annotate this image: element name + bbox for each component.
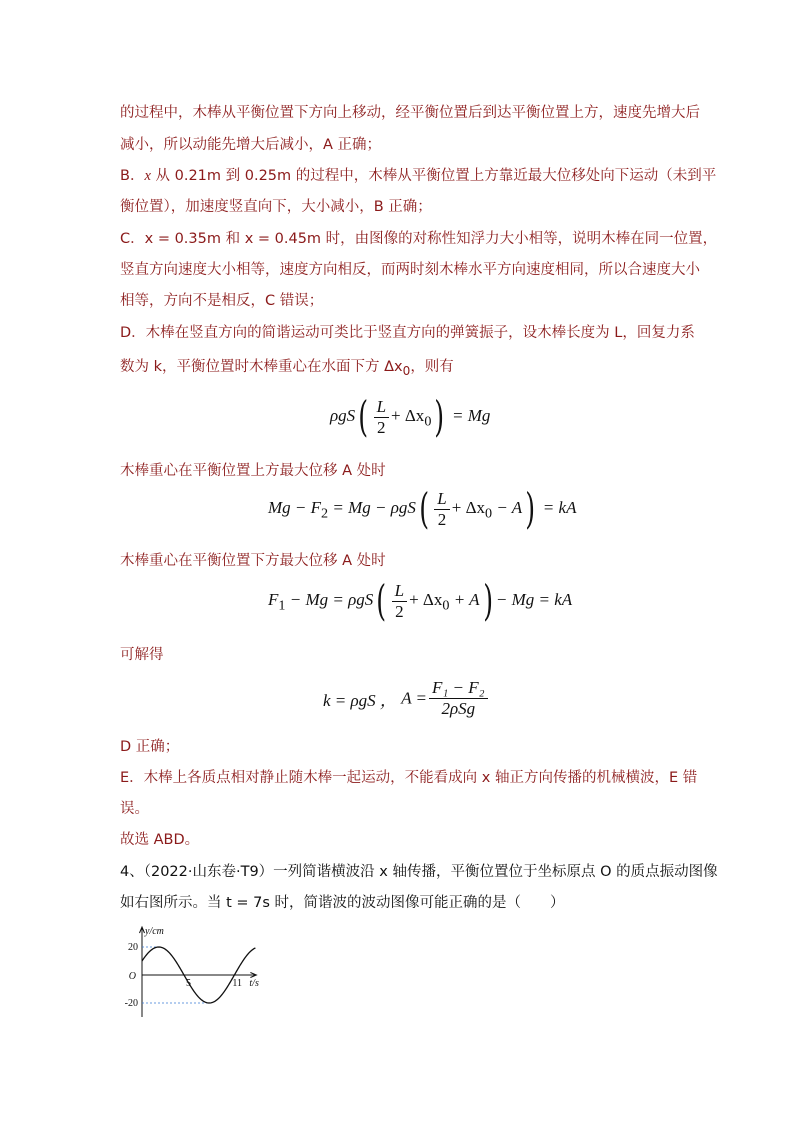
frac-num: L [392, 581, 407, 602]
eq-term: + Δx [391, 405, 425, 425]
eq-term: F [268, 589, 279, 609]
y-tick-label: -20 [124, 998, 138, 1009]
paren-right: ) [482, 576, 493, 625]
text-line: 误。 [120, 801, 149, 817]
frac-den: 2 [437, 509, 447, 529]
equation-1 [330, 392, 491, 441]
x-axis-label: t/s [249, 978, 259, 989]
paren-left: ( [419, 484, 429, 533]
text-line [120, 166, 716, 186]
eq-term: + A [449, 589, 480, 609]
origin-label: O [128, 971, 136, 982]
fraction [392, 581, 407, 622]
frac-num: L [434, 489, 449, 510]
option-b-label: B． [120, 168, 145, 184]
paren-right: ) [434, 392, 445, 441]
text-line: C．x = 0.35m 和 x = 0.45m 时，由图像的对称性知浮力大小相等，说明木棒在同一位置， [120, 231, 718, 247]
variable-x: x [144, 168, 151, 184]
paren-right: ) [525, 484, 536, 533]
fraction [374, 397, 389, 438]
question-line: 如右图所示。当 t = 7s 时，简谐波的波动图像可能正确的是（ ） [120, 895, 565, 911]
subscript: 2 [321, 505, 329, 522]
x-tick-label: 5 [186, 978, 191, 989]
y-tick-label: 20 [128, 942, 138, 953]
subscript: 0 [485, 505, 493, 522]
eq-term: = Mg − ρgS [328, 497, 416, 517]
frac-num: L [374, 397, 389, 418]
frac-den: 2ρSg [441, 699, 476, 718]
equation-4 [323, 678, 490, 719]
x-tick-label: 11 [232, 978, 243, 989]
frac-den: 2 [377, 417, 386, 437]
eq-term: − Mg = ρgS [285, 589, 374, 609]
eq-term: = kA [542, 497, 577, 517]
paren-left: ( [376, 576, 387, 625]
text-line: 竖直方向速度大小相等，速度方向相反，而两时刻木棒水平方向速度相同，所以合速度大小 [120, 262, 700, 278]
vibration-graph [118, 925, 268, 1020]
subscript: 0 [442, 597, 450, 614]
equation-3 [268, 576, 573, 625]
text-line: E．木棒上各质点相对静止随木棒一起运动，不能看成向 x 轴正方向传播的机械横波，E 错 [120, 770, 698, 786]
text-span: 从 0.21m 到 0.25m 的过程中，木棒从平衡位置上方靠近最大位移处向下运动（未到平 [150, 168, 717, 184]
fraction [434, 489, 449, 530]
text-line: D 正确； [120, 739, 180, 755]
frac-num: F₁ − F₂ [429, 678, 488, 699]
frac-den: 2 [395, 601, 404, 621]
eq-term: + Δx [409, 589, 443, 609]
text-span: 数为 k，平衡位置时木棒重心在水面下方 Δx [120, 359, 403, 375]
text-span: ，则有 [410, 359, 454, 375]
fraction [429, 678, 488, 719]
eq-term: = Mg [452, 405, 491, 425]
eq-term: − Mg = kA [495, 589, 573, 609]
eq-term: ρgS [330, 405, 356, 425]
eq-term: k = ρgS ， [323, 691, 397, 710]
subscript: 1 [278, 597, 286, 614]
text-line: D．木棒在竖直方向的简谐运动可类比于竖直方向的弹簧振子，设木棒长度为 L，回复力系 [120, 325, 695, 341]
text-line: 木棒重心在平衡位置上方最大位移 A 处时 [120, 463, 386, 479]
text-line: 相等，方向不是相反，C 错误； [120, 293, 324, 309]
equation-2 [268, 484, 577, 533]
subscript: 0 [402, 363, 411, 378]
axes [140, 927, 257, 1017]
text-line: 衡位置），加速度竖直向下，大小减小，B 正确； [120, 199, 432, 215]
text-line: 的过程中，木棒从平衡位置下方向上移动，经平衡位置后到达平衡位置上方，速度先增大后 [120, 105, 700, 121]
eq-term: Mg − F [268, 497, 322, 517]
text-line: 可解得 [120, 647, 164, 663]
subscript: 0 [424, 413, 432, 430]
text-line [120, 357, 454, 381]
text-line: 减小，所以动能先增大后减小，A 正确； [120, 137, 382, 153]
eq-term: + Δx [451, 497, 486, 517]
text-line: 故选 ABD。 [120, 832, 200, 848]
y-axis-label: y/cm [145, 926, 164, 937]
paren-left: ( [358, 392, 369, 441]
eq-term: A = [401, 688, 427, 708]
eq-term: − A [492, 497, 523, 517]
text-line: 木棒重心在平衡位置下方最大位移 A 处时 [120, 553, 386, 569]
question-line: 4、（2022·山东卷·T9）一列简谐横波沿 x 轴传播，平衡位置位于坐标原点 O 的质点振动图像 [120, 864, 718, 880]
